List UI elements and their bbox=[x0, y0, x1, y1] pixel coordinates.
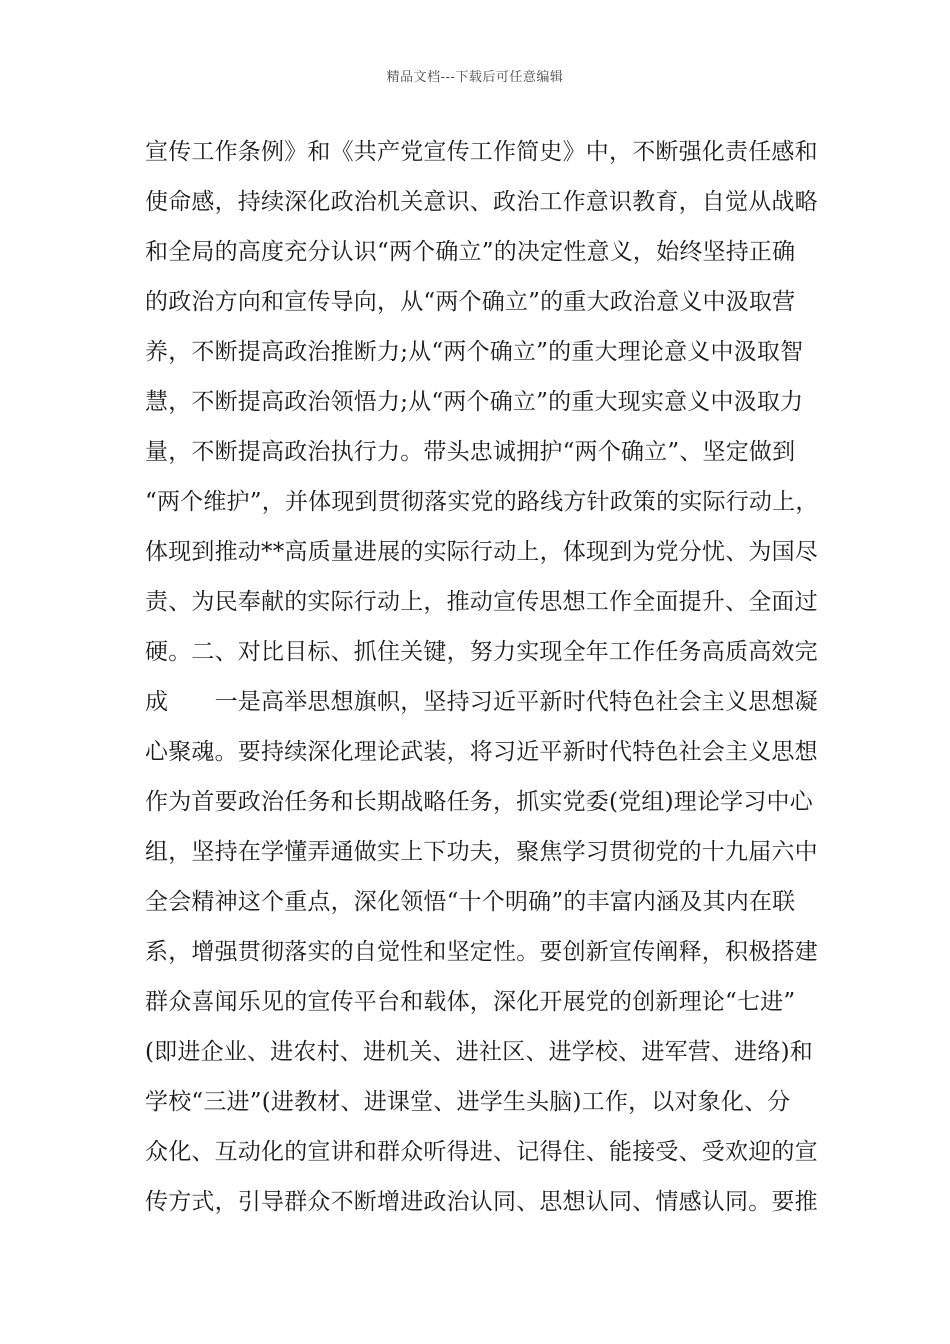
text-line: 学校“三进”(进教材、进课堂、进学生头脑)工作，以对象化、分 bbox=[145, 1089, 791, 1115]
text-line: 慧，不断提高政治领悟力;从“两个确立”的重大现实意义中汲取力 bbox=[145, 389, 804, 415]
text-line: 的政治方向和宣传导向，从“两个确立”的重大政治意义中汲取营 bbox=[145, 289, 796, 315]
text-line: 责、为民奉献的实际行动上，推动宣传思想工作全面提升、全面过 bbox=[145, 589, 818, 615]
text-line: 和全局的高度充分认识“两个确立”的决定性意义，始终坚持正确 bbox=[145, 239, 796, 265]
text-line: 成 一是高举思想旗帜，坚持习近平新时代特色社会主义思想凝 bbox=[145, 689, 818, 715]
text-line: 使命感，持续深化政治机关意识、政治工作意识教育，自觉从战略 bbox=[145, 189, 818, 215]
text-line: 组，坚持在学懂弄通做实上下功夫，聚焦学习贯彻党的十九届六中 bbox=[145, 839, 818, 865]
text-line: 养，不断提高政治推断力;从“两个确立”的重大理论意义中汲取智 bbox=[145, 339, 804, 365]
text-line: “两个维护”，并体现到贯彻落实党的路线方针政策的实际行动上， bbox=[145, 489, 819, 515]
text-line: 硬。二、对比目标、抓住关键，努力实现全年工作任务高质高效完 bbox=[145, 639, 818, 665]
text-line: (即进企业、进农村、进机关、进社区、进学校、进军营、进络)和 bbox=[145, 1039, 813, 1065]
text-line: 心聚魂。要持续深化理论武装，将习近平新时代特色社会主义思想 bbox=[145, 739, 818, 765]
text-line: 宣传工作条例》和《共产党宣传工作简史》中，不断强化责任感和 bbox=[145, 139, 818, 165]
text-line: 传方式，引导群众不断增进政治认同、思想认同、情感认同。要推 bbox=[145, 1189, 818, 1215]
text-line: 作为首要政治任务和长期战略任务，抓实党委(党组)理论学习中心 bbox=[145, 789, 813, 815]
body-text bbox=[145, 127, 825, 1227]
text-line: 全会精神这个重点，深化领悟“十个明确”的丰富内涵及其内在联 bbox=[145, 889, 796, 915]
text-line: 量，不断提高政治执行力。带头忠诚拥护“两个确立”、坚定做到 bbox=[145, 439, 796, 465]
text-line: 系，增强贯彻落实的自觉性和坚定性。要创新宣传阐释，积极搭建 bbox=[145, 939, 818, 965]
text-line: 群众喜闻乐见的宣传平台和载体，深化开展党的创新理论“七进” bbox=[145, 989, 796, 1015]
text-line: 众化、互动化的宣讲和群众听得进、记得住、能接受、受欢迎的宣 bbox=[145, 1139, 818, 1165]
page-header: 精品文档---下载后可任意编辑 bbox=[386, 70, 564, 85]
text-line: 体现到推动**高质量进展的实际行动上，体现到为党分忧、为国尽 bbox=[145, 539, 818, 565]
